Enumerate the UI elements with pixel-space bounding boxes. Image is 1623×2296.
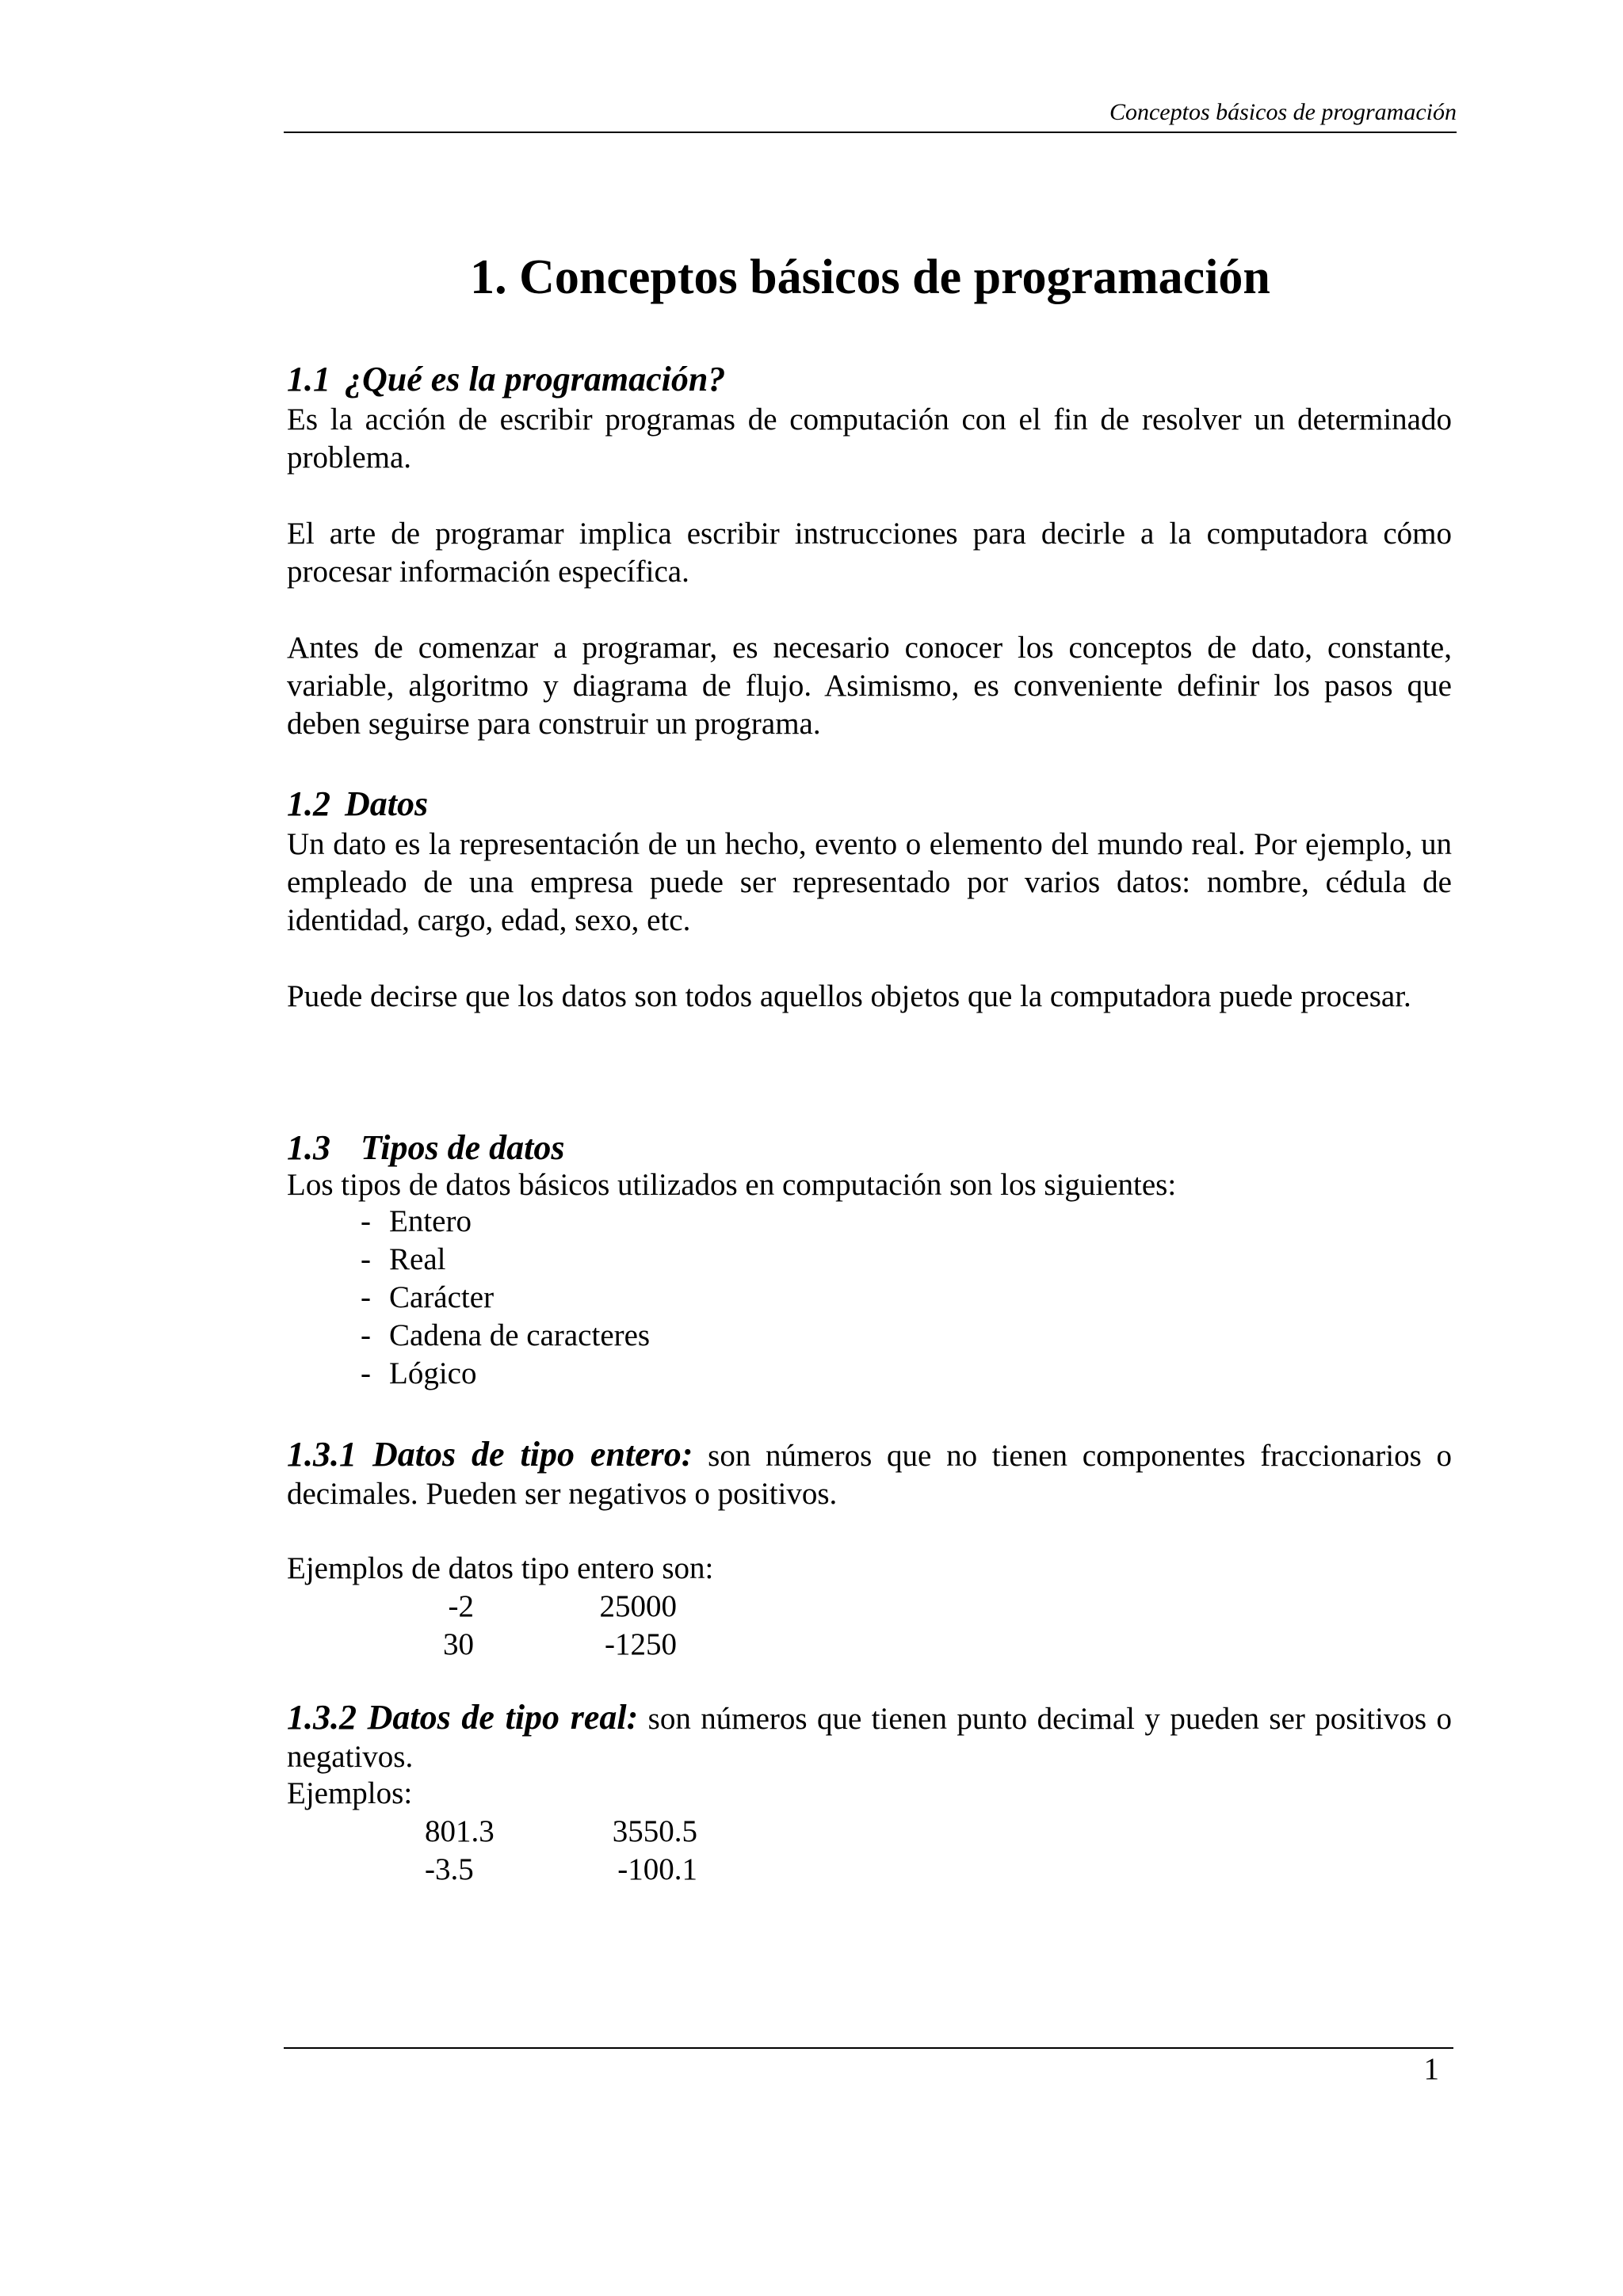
section-number: 1.3 [287,1128,330,1167]
paragraph-1-1-a: Es la acción de escribir programas de computación con el fin de resolver un determinado problema. [287,402,1452,475]
chapter-title: 1. Conceptos básicos de programación [470,250,1270,304]
table-cell: -100.1 [617,1852,697,1886]
table-row [428,1588,677,1626]
subsection-lead: 1.3.1 Datos de tipo entero: [287,1435,693,1474]
data-types-list [361,1203,650,1393]
table-row [425,1851,697,1889]
list-item: - Lógico [361,1356,477,1390]
paragraph-1-1-b: El arte de programar implica escribir instrucciones para decirle a la computadora cómo procesar información específica. [287,517,1452,589]
table-cell: -3.5 [425,1852,474,1886]
section-heading-1-2 [287,783,1452,826]
section-heading-1-1 [287,358,1452,401]
table-cell: -1250 [605,1627,677,1661]
real-examples [425,1813,697,1889]
header-rule [284,132,1457,133]
section-title: Datos [345,784,429,823]
examples-intro-real: Ejemplos: [287,1776,413,1810]
paragraph-1-3-1 [287,1436,1452,1513]
running-header: Conceptos básicos de programación [1109,99,1457,125]
table-cell: 801.3 [425,1814,495,1848]
paragraph-1-3-intro: Los tipos de datos básicos utilizados en computación son los siguientes: [287,1168,1177,1202]
section-number: 1.2 [287,784,330,823]
examples-intro-integer: Ejemplos de datos tipo entero son: [287,1551,714,1585]
page-number: 1 [1423,2052,1439,2086]
list-item: - Cadena de caracteres [361,1318,651,1352]
paragraph-1-2-b: Puede decirse que los datos son todos aquellos objetos que la computadora puede procesar. [287,979,1411,1013]
paragraph-1-1-c: Antes de comenzar a programar, es necesario conocer los conceptos de dato, constante, variable, algoritmo y diagrama de flujo. Asimismo, es conveniente definir los pasos que deben seguirse para construir un programa. [287,631,1452,741]
section-title: ¿Qué es la programación? [345,360,726,399]
footer-rule [284,2047,1453,2049]
section-title: Tipos de datos [361,1128,565,1167]
subsection-lead: 1.3.2 Datos de tipo real: [287,1698,639,1737]
list-item: - Carácter [361,1280,495,1314]
table-row [425,1813,697,1851]
paragraph-1-3-2 [287,1699,1452,1776]
table-cell: 30 [443,1627,474,1661]
list-item: - Real [361,1242,446,1276]
paragraph-1-2-a: Un dato es la representación de un hecho, evento o elemento del mundo real. Por ejemplo, un empleado de una empresa puede ser representado por varios datos: nombre, cédula de identidad, cargo, edad, sexo, etc. [287,827,1452,937]
subsection-text: son números que no tienen componentes fraccionarios o decimales. Pueden ser negativos o positivos. [287,1439,1452,1511]
section-heading-1-3 [287,1127,1452,1169]
section-number: 1.1 [287,360,330,399]
list-item: - Entero [361,1204,472,1238]
table-cell: 25000 [599,1589,677,1623]
table-cell: -2 [448,1589,474,1623]
subsection-text: son números que tienen punto decimal y pueden ser positivos o negativos. [287,1702,1452,1774]
table-cell: 3550.5 [612,1814,697,1848]
table-row [428,1626,677,1664]
integer-examples [428,1588,677,1664]
